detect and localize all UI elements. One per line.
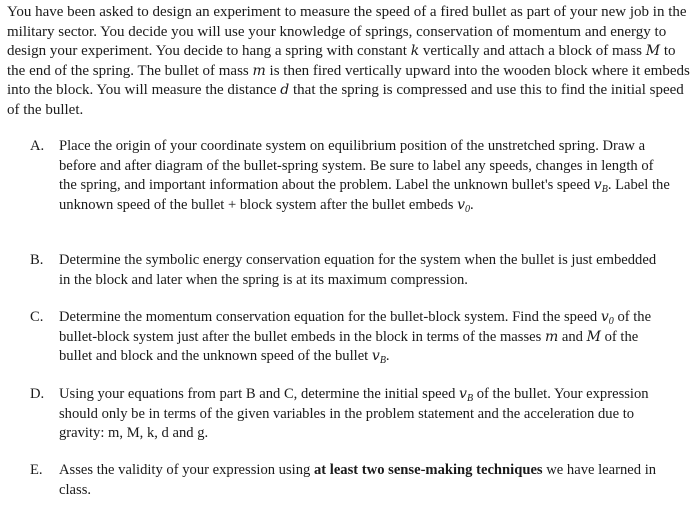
problem-statement (7, 3, 691, 120)
intro-text: that the spring is compressed and use this to find the initial speed of the bullet. (7, 82, 684, 118)
question-d (30, 385, 670, 444)
var-v0: v (457, 196, 466, 213)
var-M: M (645, 43, 661, 59)
question-text: Using your equations from part B and C, determine the initial speed (59, 386, 460, 402)
intro-text: You have been asked to design an experiment to measure the speed of a fired bullet as part of your new job in the military sector. You decide you will use your knowledge of springs, conservation of momentum and energy to design your experiment. You decide to hang a spring with constant (7, 4, 687, 59)
var-vB: v (593, 177, 602, 193)
question-letter: A. (30, 138, 45, 154)
question-a (30, 137, 670, 215)
var-vB: v (371, 348, 380, 364)
question-letter: B. (30, 252, 44, 268)
question-text: Determine the momentum conservation equation for the bullet-block system. Find the speed (59, 309, 601, 325)
subscript: B (466, 393, 474, 404)
subscript: B (601, 184, 608, 195)
question-text: Asses the validity of your expression using (59, 462, 314, 478)
question-e (30, 461, 670, 500)
question-text: and (558, 328, 587, 345)
question-text: of the bullet and block and the unknown speed of the bullet (59, 328, 639, 364)
question-text: we have learned in class. (59, 462, 657, 498)
subscript: 0 (608, 316, 614, 327)
var-v0: v (600, 309, 609, 325)
question-letter: D. (30, 386, 45, 402)
var-k: k (410, 43, 420, 59)
question-text: . (385, 348, 390, 364)
emphasis-text: at least two sense-making techniques (313, 462, 543, 478)
var-vB: v (459, 386, 467, 402)
question-b (30, 251, 670, 290)
var-d: d (280, 82, 290, 98)
question-letter: E. (30, 462, 43, 478)
question-letter: C. (30, 309, 44, 325)
var-M: M (586, 328, 601, 345)
var-m: m (544, 328, 559, 345)
intro-text: is then fired vertically upward into the wooden block where it embeds into the block. You will measure the distance (7, 62, 690, 98)
subscript: B (379, 355, 386, 366)
var-m: m (252, 62, 266, 79)
question-c (30, 308, 670, 367)
question-text: . (470, 196, 474, 213)
question-text: Place the origin of your coordinate system on equilibrium position of the unstretched spring. Draw a before and after diagram of the bullet-spring system. Be sure to label any speeds, changes in length of the spring, and important information about the problem. Label the unknown bullet's speed (59, 138, 654, 193)
question-text: . Label the unknown speed of the bullet + block system after the bullet embeds (59, 177, 670, 213)
intro-text: to the end of the spring. The bullet of mass (7, 43, 676, 79)
question-text: of the bullet. Your expression should only be in terms of the given variables in the problem statement and the acceleration due to gravity: m, M, k, d and g. (59, 386, 649, 441)
question-text: Determine the symbolic energy conservation equation for the system when the bullet is just embedded in the block and later when the spring is at its maximum compression. (59, 252, 657, 288)
subscript: 0 (465, 203, 471, 215)
intro-text: vertically and attach a block of mass (419, 43, 646, 59)
question-text: of the bullet-block system just after the bullet embeds in the block in terms of the masses (59, 309, 652, 345)
